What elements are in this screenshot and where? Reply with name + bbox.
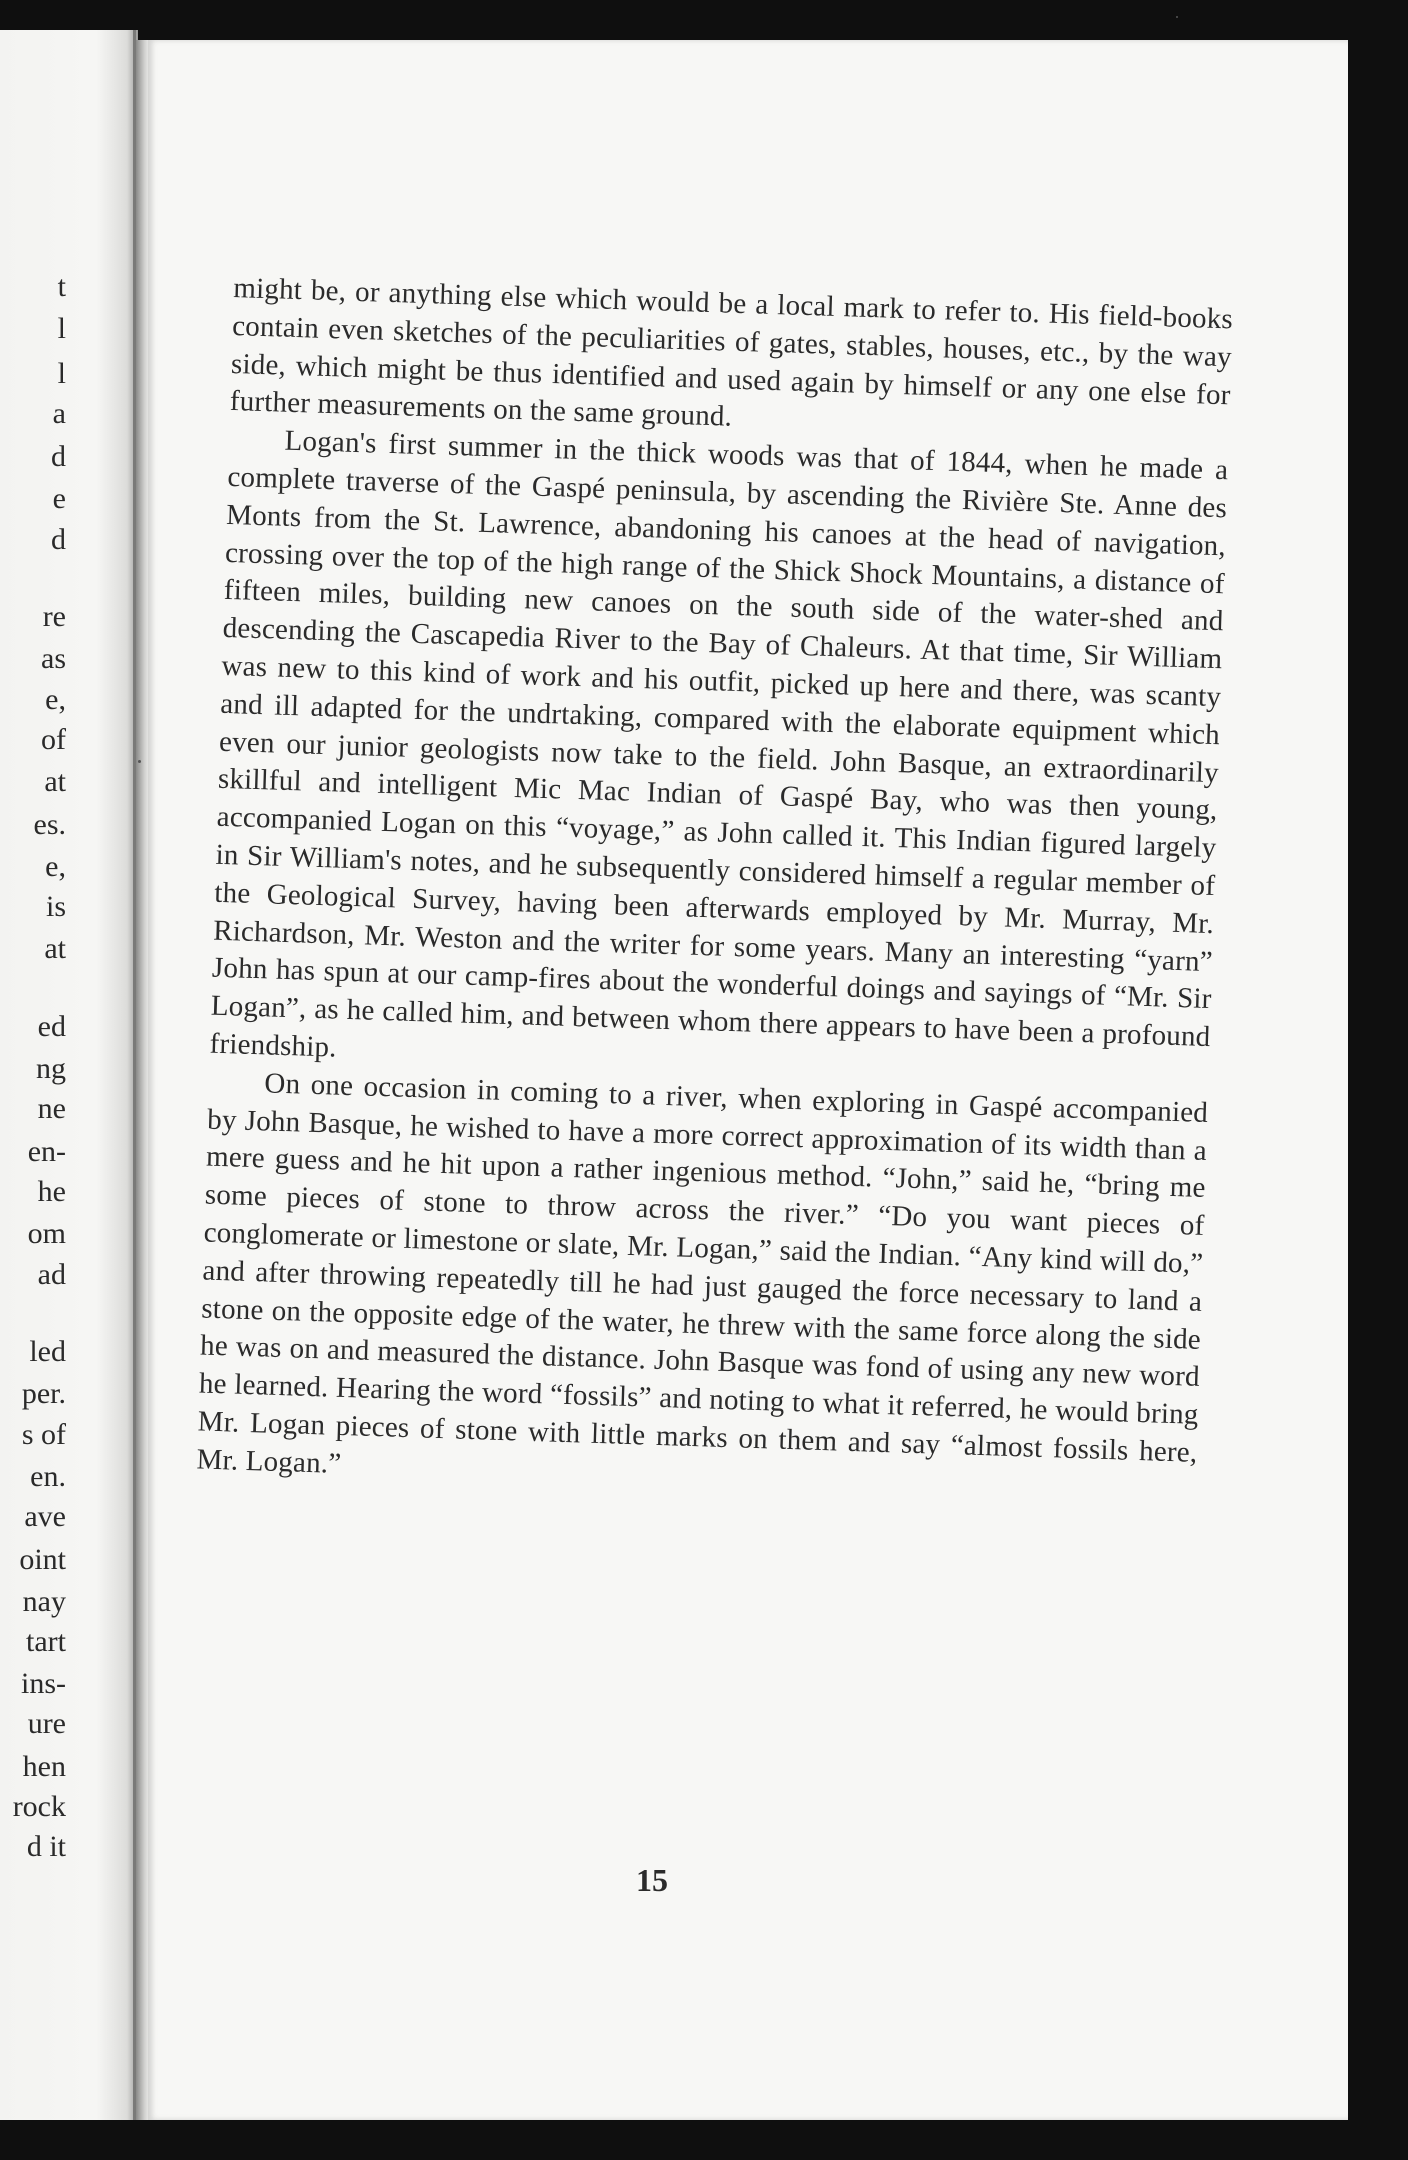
left-page-fragment: nay xyxy=(22,1585,66,1618)
left-page-fragment: l xyxy=(57,357,66,390)
left-page-fragment: en. xyxy=(30,1460,66,1493)
left-page-fragment: ad xyxy=(37,1258,66,1291)
page-number: 15 xyxy=(636,1862,668,1898)
left-page-fragment: es. xyxy=(33,808,66,841)
left-page-fragment: as xyxy=(41,642,66,675)
left-page-fragment: hen xyxy=(22,1750,66,1783)
left-page-fragment: he xyxy=(37,1175,66,1208)
left-page-fragment: led xyxy=(29,1335,66,1368)
left-page-fragment: t xyxy=(57,270,66,303)
scan-speck xyxy=(1176,16,1178,18)
left-page-fragment: s of xyxy=(21,1418,66,1451)
left-page-fragment: a xyxy=(52,397,66,430)
scan-speck xyxy=(138,760,141,763)
left-page-fragment: d xyxy=(51,523,66,556)
paragraph-2: Logan's first summer in the thick woods was that of 1844, when he made a complete traverse of the Gaspé peninsula, by ascending the Rivière Ste. Anne des Monts from the St. Lawrence, abandoning his canoes at the head of navigation, crossing over the top of the high range of the Shick Shock Mountains, a distance of fifteen miles, building new canoes on the south side of the water-shed and descending the Cascapedia River to the Bay of Chaleurs. At that time, Sir William was new to this kind of work and his outfit, picked up here and there, was scanty and ill adapted for the undrtaking, compared with the elaborate equipment which even our junior geologists now take to the field. John Basque, an extraordinarily skillful and intelligent Mic Mac Indian of Gaspé Bay, who was then young, accompanied Logan on this “voyage,” as John called it. This Indian figured largely in Sir William's notes, and he subsequently considered himself a regular member of the Geological Survey, having been afterwards employed by Mr. Murray, Mr. Richardson, Mr. Weston and the writer for some years. Many an interesting “yarn” John has spun at our camp-fires about the wonderful doings and sayings of “Mr. Sir Logan”, as he called him, and between whom there appears to have been a profound friendship. xyxy=(209,424,1229,1064)
left-page-fragment: at xyxy=(44,765,66,798)
body-text xyxy=(196,270,1233,1510)
left-page-fragment: d xyxy=(51,440,66,473)
left-page-fragment: ne xyxy=(37,1092,66,1125)
left-page-fragment: en- xyxy=(27,1135,66,1168)
left-page-fragment: om xyxy=(27,1217,66,1250)
left-page-fragment: oint xyxy=(19,1543,66,1576)
left-page-fragment: e, xyxy=(45,850,66,883)
left-page-fragment: of xyxy=(41,723,66,756)
left-page-fragment: ave xyxy=(24,1500,66,1533)
left-page-fragment: at xyxy=(44,932,66,965)
left-page-fragment: e xyxy=(52,482,66,515)
left-page xyxy=(0,30,138,2120)
left-page-fragment: rock xyxy=(12,1790,66,1823)
paragraph-3: On one occasion in coming to a river, when exploring in Gaspé accompanied by John Basque, he wished to have a more correct approximation of its width than a mere guess and he hit upon a rather ingenious method. “John,” said he, “bring me some pieces of stone to throw across the river.” “Do you want pieces of conglomerate or limestone or slate, Mr. Logan,” said the Indian. “Any kind will do,” and after throwing repeatedly till he had just gauged the force necessary to land a stone on the opposite edge of the water, he threw with the same force along the side he was on and measured the distance. John Basque was fond of using any new word he learned. Hearing the word “fossils” and noting to what it referred, he would bring Mr. Logan pieces of stone with little marks on them and say “almost fossils here, Mr. Logan.” xyxy=(196,1067,1209,1480)
left-page-fragment: re xyxy=(42,600,66,633)
left-page-fragment: d it xyxy=(26,1830,66,1863)
left-page-fragment: per. xyxy=(21,1377,66,1410)
left-page-fragment: ure xyxy=(27,1707,66,1740)
left-page-text-fragments xyxy=(0,30,66,2120)
right-page xyxy=(148,40,1348,2120)
left-page-fragment: l xyxy=(57,312,66,345)
left-page-fragment: ins- xyxy=(21,1667,66,1700)
left-page-fragment: is xyxy=(45,890,66,923)
paragraph-1: might be, or anything else which would be a local mark to refer to. His field-books contain even sketches of the peculiarities of gates, stables, houses, etc., by the way side, which might be thus identified and used again by himself or any one else for further measurements on the same ground. xyxy=(229,271,1234,434)
left-page-fragment: e, xyxy=(45,683,66,716)
left-page-fragment: ng xyxy=(36,1052,66,1085)
left-page-fragment: tart xyxy=(26,1625,66,1658)
left-page-fragment: ed xyxy=(37,1010,66,1043)
